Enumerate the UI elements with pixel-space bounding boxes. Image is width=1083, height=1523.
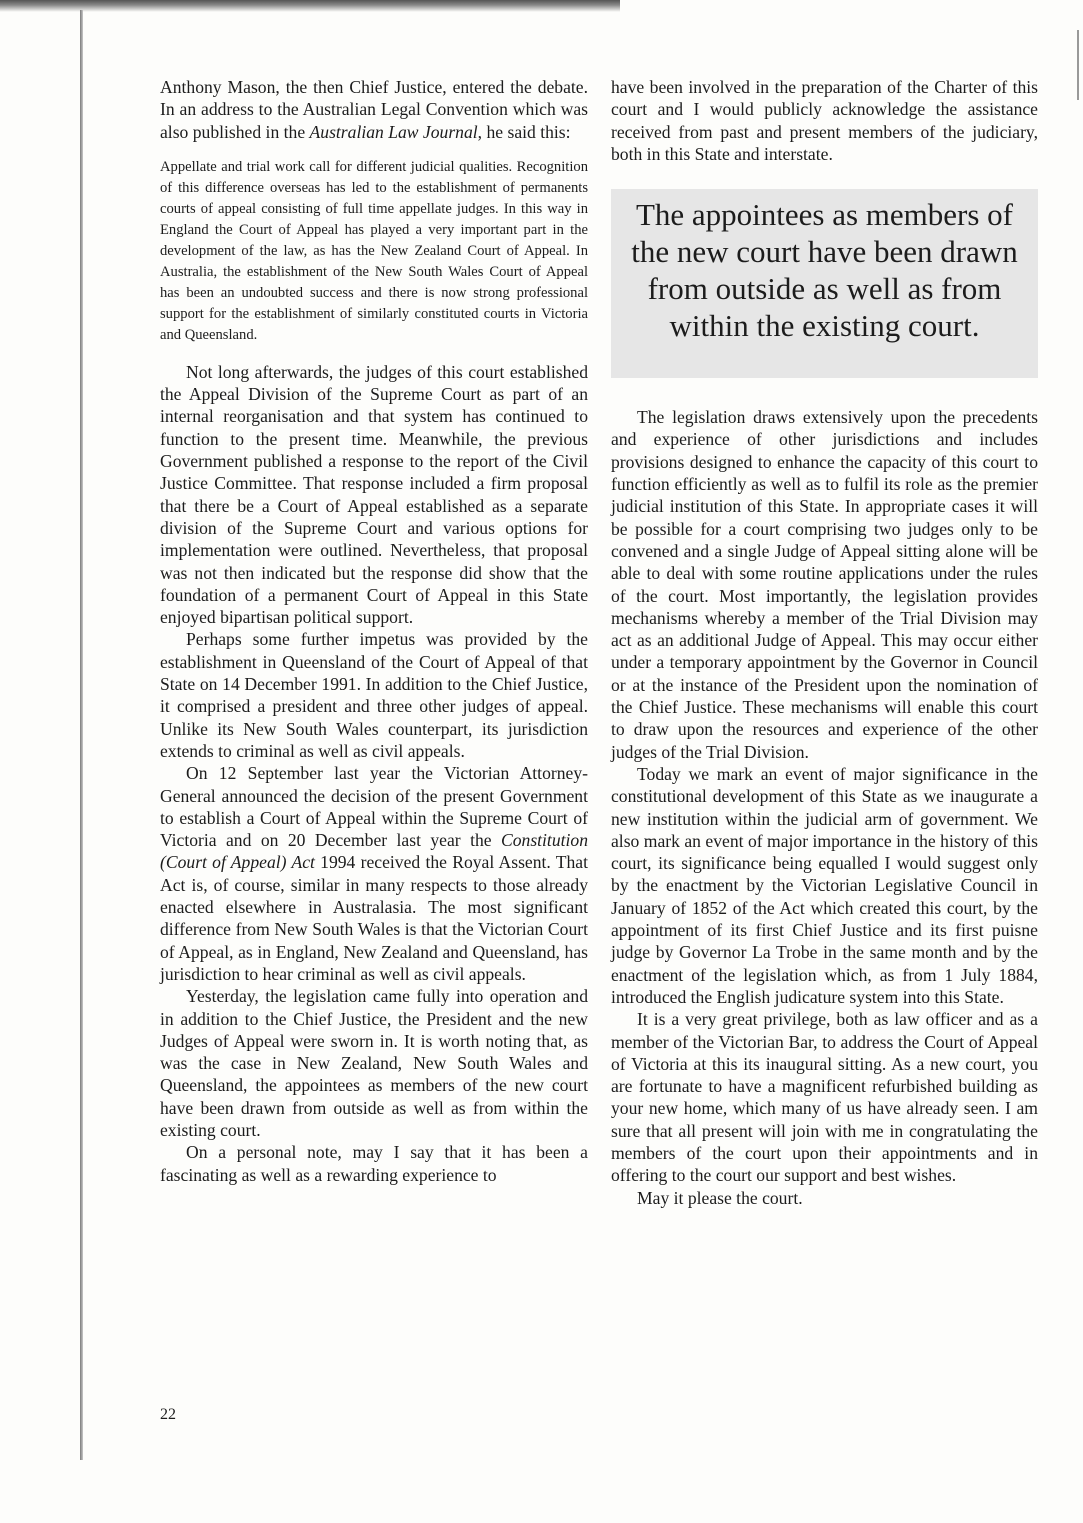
body-paragraph — [160, 985, 588, 1141]
text-run: May it please the court. — [637, 1187, 803, 1208]
text-run: Anthony Mason, the then Chief Justice, entered the debate. In an address to the Australian Legal Convention which was also published in the — [160, 77, 588, 142]
body-paragraph — [160, 762, 588, 985]
text-run: Today we mark an event of major significance in the constitutional development of this State as we inaugurate a new institution within the judicial arm of government. We also mark an event of major importance in the history of this court, its significance being equalled I would suggest only by the enactment by the Victorian Legislative Council in January of 1852 of the Act which created this court, by the appointment of its first Chief Justice and its first puisne judge by Governor La Trobe in the same month and by the enactment of the legislation which, as from 1 July 1884, introduced the English judicature system into this State. — [611, 763, 1038, 1007]
text-run: The legislation draws extensively upon the precedents and experience of other jurisdictions and includes provisions designed to enhance the capacity of this court to function efficiently as well as to fulfil its role as the premier judicial institution of this State. In appropriate cases it will be possible for a court comprising two judges only to be convened and a single Judge of Appeal sitting alone will be able to deal with some routine applications under the rules of the court. Most importantly, the legislation provides mechanisms whereby a member of the Trial Division may act as an additional Judge of Appeal. This may occur either under a temporary appointment by the Governor in Council or at the instance of the President upon the nomination of the Chief Justice. These mechanisms will enable this court to draw upon the resources and experience of the other judges of the Trial Division. — [611, 407, 1038, 762]
pull-quote-text: The appointees as members of the new court have been drawn from outside as well as from within the existing court. — [631, 196, 1018, 343]
text-run: Yesterday, the legislation came fully into operation and in addition to the Chief Justice, the President and the new Judges of Appeal were sworn in. It is worth noting that, as was the case in New Zealand, New South Wales and Queensland, the appointees as members of the new court have been drawn from outside as well as from within the existing court. — [160, 986, 588, 1140]
publication-title: Australian Law Journal — [309, 121, 478, 142]
act-title: Constitution (Court of Appeal) Act — [160, 830, 588, 873]
text-run: have been involved in the preparation of the Charter of this court and I would publicly acknowledge the assistance received from past and present members of the judiciary, both in this State and interstate. — [611, 77, 1038, 164]
text-run: It is a very great privilege, both as law officer and as a member of the Victorian Bar, to address the Court of Appeal of Victoria at this its inaugural sitting. As a new court, you are fortunate to have a magnificent refurbished building as your new home, which many of us have already seen. I am sure that all present will join with me in congratulating the members of the court upon their appointments and in offering to the court our support and best wishes. — [611, 1009, 1038, 1186]
scan-right-edge — [1077, 30, 1079, 100]
quote-text: Appellate and trial work call for different judicial qualities. Recognition of this difference overseas has led to the establishment of permanents courts of appeal consisting of full time appellate judges. In this way in England the Court of Appeal has played a very important part in the development of the law, as has the New Zealand Court of Appeal. In Australia, the establishment of the New South Wales Court of Appeal has been an undoubted success and there is now strong professional support for the establishment of similarly constituted courts in Victoria and Queensland. — [160, 158, 588, 343]
block-quote — [160, 157, 588, 346]
pull-quote-box — [611, 189, 1038, 378]
text-run: 1994 received the Royal Assent. That Act is, of course, similar in many respects to those already enacted elsewhere in Australasia. The most significant difference from New South Wales is that the Victorian Court of Appeal, as in England, New Zealand and Queensland, has jurisdiction to hear criminal as well as civil appeals. — [160, 852, 589, 984]
body-paragraph — [611, 1187, 1038, 1209]
text-run: Perhaps some further impetus was provided by the establishment in Queensland of the Court of Appeal of that State on 14 December 1991. In addition to the Chief Justice, it comprised a president and three other judges of appeal. Unlike its New South Wales counterpart, its jurisdiction extends to criminal as well as civil appeals. — [160, 629, 588, 761]
right-column — [611, 76, 1038, 1209]
body-paragraph — [160, 361, 588, 629]
body-paragraph — [160, 1141, 588, 1186]
page-number: 22 — [160, 1406, 176, 1423]
text-run: , he said this: — [477, 121, 571, 142]
body-paragraph — [611, 76, 1038, 165]
body-paragraph — [611, 763, 1038, 1008]
body-paragraph — [611, 406, 1038, 763]
body-paragraph — [611, 1008, 1038, 1186]
text-run: On 12 September last year the Victorian Attorney-General announced the decision of the present Government to establish a Court of Appeal within the Supreme Court of Victoria and on 20 December last year the — [160, 763, 588, 851]
scan-binding-edge — [80, 10, 83, 1460]
text-run: On a personal note, may I say that it has been a fascinating as well as a rewarding experience to — [160, 1142, 588, 1185]
body-paragraph — [160, 628, 588, 762]
left-column — [160, 76, 588, 1186]
text-run: Not long afterwards, the judges of this court established the Appeal Division of the Supreme Court as part of an internal reorganisation and that system has continued to function to the present time. Meanwhile, the previous Government published a response to the report of the Civil Justice Committee. That response included a firm proposal that there be a Court of Appeal established as a separate division of the Supreme Court and various options for implementation were outlined. Nevertheless, that proposal was not then indicated but the response did show that the foundation of a permanent Court of Appeal in this State enjoyed bipartisan political support. — [160, 361, 588, 628]
body-paragraph — [160, 76, 588, 143]
scan-top-edge — [0, 0, 620, 12]
